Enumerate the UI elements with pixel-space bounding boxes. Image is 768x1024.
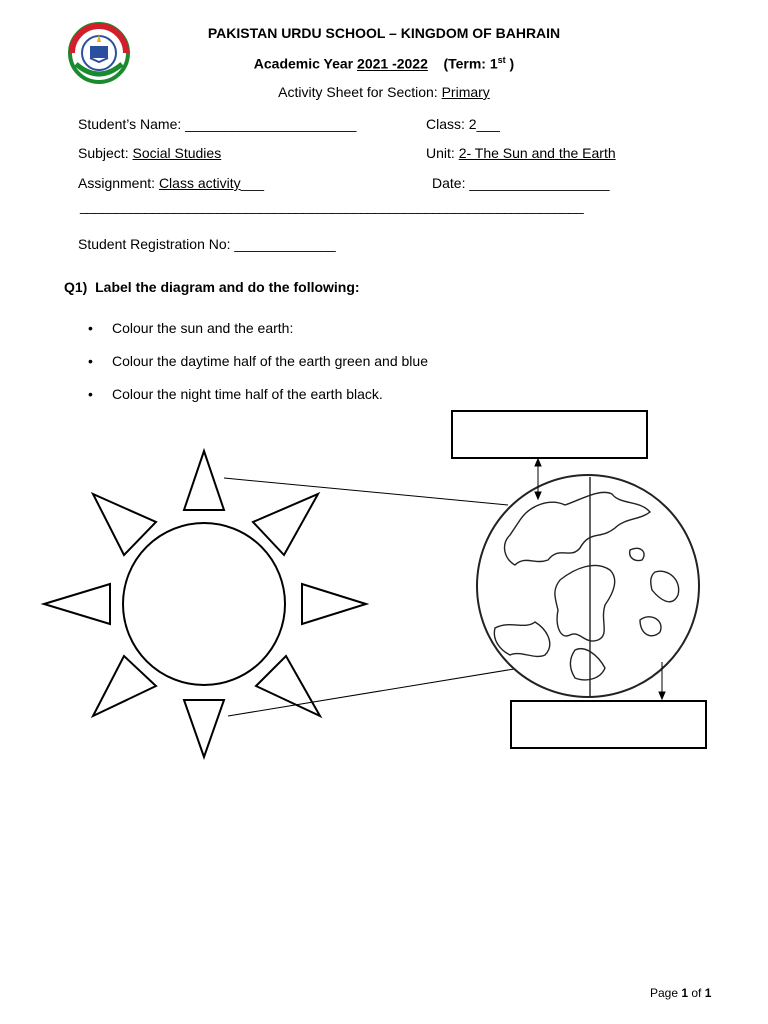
sun-ray: [44, 584, 110, 624]
registration-field[interactable]: Student Registration No: _____________: [78, 236, 336, 252]
academic-year: 2021 -2022: [357, 55, 428, 72]
assignment-line: [78, 175, 264, 191]
light-ray-line-top: [224, 478, 508, 505]
bullet-icon: •: [88, 320, 93, 336]
page-footer: [650, 986, 711, 1000]
section-line: [0, 84, 768, 100]
section-label: Activity Sheet for Section:: [278, 84, 442, 100]
sun-circle: [123, 523, 285, 685]
assignment-value: Class activity: [158, 175, 241, 191]
subject-label: Subject:: [78, 145, 133, 161]
sun-ray: [184, 451, 224, 510]
question-number: Q1): [64, 279, 88, 295]
page-label: Page: [650, 986, 682, 1000]
subject-line: [78, 145, 221, 161]
assignment-tail: ___: [240, 175, 264, 191]
of-label: of: [688, 986, 705, 1000]
sun-ray: [302, 584, 366, 624]
list-item: [88, 351, 428, 384]
school-title: PAKISTAN URDU SCHOOL – KINGDOM OF BAHRAIN: [207, 25, 561, 41]
bullet-icon: •: [88, 353, 93, 369]
term-label: (Term: 1: [443, 55, 498, 72]
bullet-text: Colour the daytime half of the earth green and blue: [112, 353, 428, 369]
sun-drawing: [44, 451, 366, 757]
earth-globe-drawing: [477, 475, 699, 697]
question-1: [64, 279, 360, 295]
unit-label: Unit:: [426, 145, 459, 161]
separator-line: ______________________________________________________________________: [80, 198, 584, 214]
term-end: ): [505, 55, 515, 72]
sun-earth-diagram: [0, 400, 768, 780]
bullet-text: Colour the sun and the earth:: [112, 320, 294, 336]
question-text: Label the diagram and do the following:: [95, 279, 360, 295]
bullet-icon: •: [88, 386, 93, 402]
label-box-bottom: [511, 701, 706, 748]
class-field[interactable]: Class: 2___: [426, 116, 500, 132]
page-total: 1: [704, 986, 712, 1000]
sun-ray: [184, 700, 224, 757]
sun-ray: [256, 656, 320, 716]
sun-ray: [93, 656, 156, 716]
section-value: Primary: [441, 84, 490, 100]
page-number: 1: [681, 986, 689, 1000]
unit-line: [426, 145, 616, 161]
subject-value: Social Studies: [132, 145, 222, 161]
academic-year-line: [0, 55, 768, 72]
student-name-field[interactable]: Student’s Name: ______________________: [78, 116, 357, 132]
bullet-text: Colour the night time half of the earth black.: [112, 386, 383, 402]
label-box-top: [452, 411, 647, 458]
term-sup: st: [497, 55, 506, 65]
unit-value: 2- The Sun and the Earth: [458, 145, 616, 161]
year-label: Academic Year: [253, 55, 358, 72]
date-field[interactable]: Date: __________________: [432, 175, 610, 191]
list-item: [88, 318, 428, 351]
assignment-label: Assignment:: [78, 175, 159, 191]
sun-ray: [253, 494, 318, 555]
